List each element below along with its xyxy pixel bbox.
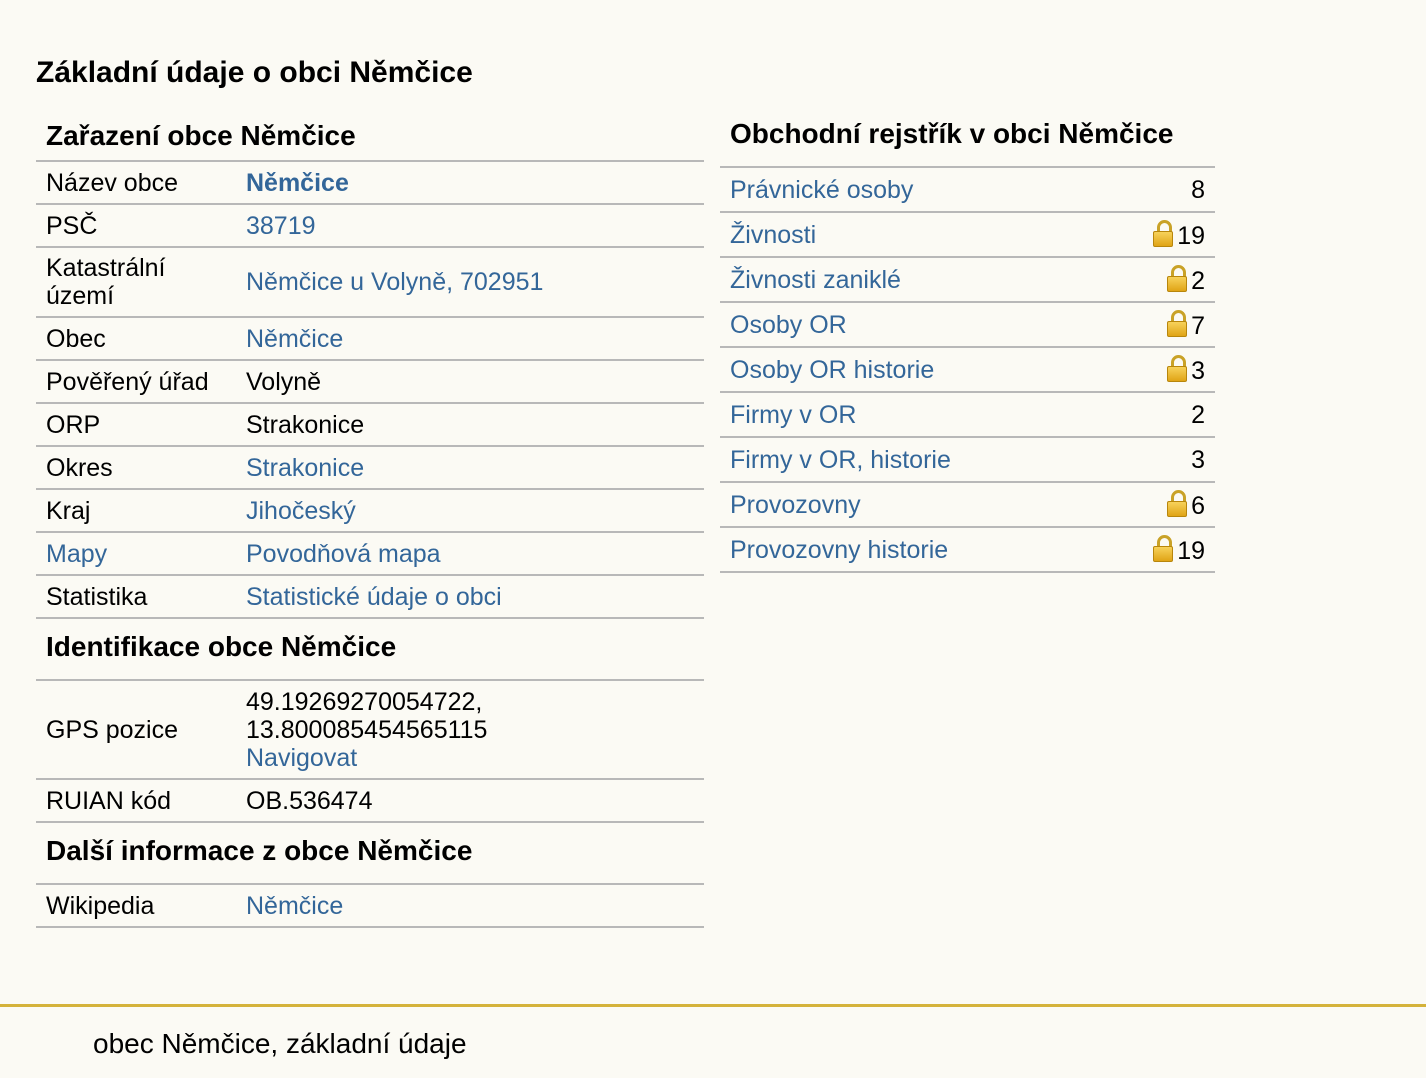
zivnosti-link[interactable]: Živnosti (730, 220, 817, 249)
mapy-link[interactable]: Mapy (46, 539, 108, 568)
gps-longitude: 13.800085454565115 (246, 715, 488, 744)
osoby-or-link[interactable]: Osoby OR (730, 310, 847, 339)
gps-latitude: 49.19269270054722, (246, 687, 483, 716)
firmy-v-or-historie-link[interactable]: Firmy v OR, historie (730, 445, 951, 474)
lock-icon (1153, 535, 1173, 562)
firmy-v-or-count: 2 (1101, 392, 1215, 437)
footer-text: obec Němčice, základní údaje (93, 1028, 467, 1059)
row-label-orp: ORP (36, 403, 236, 446)
gps-label: GPS pozice (36, 681, 236, 779)
table-row (36, 360, 704, 403)
pravnicke-osoby-link[interactable]: Právnické osoby (730, 175, 914, 204)
row-label-statistika: Statistika (36, 575, 236, 618)
wikipedia-label: Wikipedia (36, 885, 236, 927)
table-row (36, 403, 704, 446)
table-row (720, 168, 1215, 212)
right-column (720, 112, 1215, 573)
kraj-link[interactable]: Jihočeský (246, 496, 356, 525)
table-row (36, 885, 704, 927)
row-label-nazev: Název obce (36, 162, 236, 204)
row-label-povereny-urad: Pověřený úřad (36, 360, 236, 403)
provozovny-historie-count: 19 (1177, 536, 1205, 565)
table-row (720, 212, 1215, 257)
okres-link[interactable]: Strakonice (246, 453, 365, 482)
table-row (720, 257, 1215, 302)
psc-link[interactable]: 38719 (246, 211, 316, 240)
lock-icon (1167, 490, 1187, 517)
obchodni-rejstrik-heading: Obchodní rejstřík v obci Němčice (720, 112, 1215, 168)
orp-value: Strakonice (236, 403, 704, 446)
identifikace-heading: Identifikace obce Němčice (36, 619, 704, 681)
katastralni-uzemi-link[interactable]: Němčice u Volyně, 702951 (246, 268, 544, 296)
osoby-or-historie-link[interactable]: Osoby OR historie (730, 355, 935, 384)
osoby-or-historie-count: 3 (1191, 356, 1205, 385)
row-label-katastr: Katastrální území (36, 247, 236, 317)
dalsi-table (36, 885, 704, 928)
nazev-obce-link[interactable]: Němčice (246, 168, 349, 197)
provozovny-count: 6 (1191, 491, 1205, 520)
ruian-value: OB.536474 (236, 779, 704, 822)
dalsi-heading: Další informace z obce Němčice (36, 823, 704, 885)
zivnosti-zanikle-link[interactable]: Živnosti zaniklé (730, 265, 901, 294)
table-row (36, 681, 704, 779)
table-row (36, 247, 704, 317)
lock-icon (1167, 355, 1187, 382)
table-row (36, 575, 704, 618)
povereny-urad-value: Volyně (236, 360, 704, 403)
wikipedia-link[interactable]: Němčice (246, 891, 344, 920)
table-row (36, 489, 704, 532)
lock-icon (1153, 220, 1173, 247)
table-row (720, 392, 1215, 437)
provozovny-link[interactable]: Provozovny (730, 490, 861, 519)
table-row (36, 532, 704, 575)
table-row (720, 527, 1215, 572)
table-row (36, 779, 704, 822)
page-title: Základní údaje o obci Němčice (36, 56, 473, 89)
table-row (36, 162, 704, 204)
table-row (36, 204, 704, 247)
row-label-kraj: Kraj (36, 489, 236, 532)
zivnosti-count: 19 (1177, 221, 1205, 250)
table-row (36, 446, 704, 489)
left-column (36, 112, 704, 928)
zivnosti-zanikle-count: 2 (1191, 266, 1205, 295)
ruian-label: RUIAN kód (36, 779, 236, 822)
statisticke-udaje-link[interactable]: Statistické údaje o obci (246, 582, 502, 611)
provozovny-historie-link[interactable]: Provozovny historie (730, 535, 949, 564)
table-row (720, 302, 1215, 347)
obec-link[interactable]: Němčice (246, 324, 344, 353)
obchodni-rejstrik-table (720, 168, 1215, 573)
table-row (720, 482, 1215, 527)
row-label-obec: Obec (36, 317, 236, 360)
row-label-psc: PSČ (36, 204, 236, 247)
footer-divider (0, 1004, 1426, 1007)
identifikace-table (36, 681, 704, 823)
zarazeni-table (36, 162, 704, 619)
table-row (36, 317, 704, 360)
zarazeni-heading: Zařazení obce Němčice (36, 112, 704, 162)
table-row (720, 347, 1215, 392)
osoby-or-count: 7 (1191, 311, 1205, 340)
povodnova-mapa-link[interactable]: Povodňová mapa (246, 539, 441, 568)
pravnicke-osoby-count: 8 (1101, 168, 1215, 212)
lock-icon (1167, 265, 1187, 292)
navigovat-link[interactable]: Navigovat (246, 743, 358, 772)
lock-icon (1167, 310, 1187, 337)
firmy-v-or-historie-count: 3 (1101, 437, 1215, 482)
firmy-v-or-link[interactable]: Firmy v OR (730, 400, 857, 429)
row-label-okres: Okres (36, 446, 236, 489)
table-row (720, 437, 1215, 482)
